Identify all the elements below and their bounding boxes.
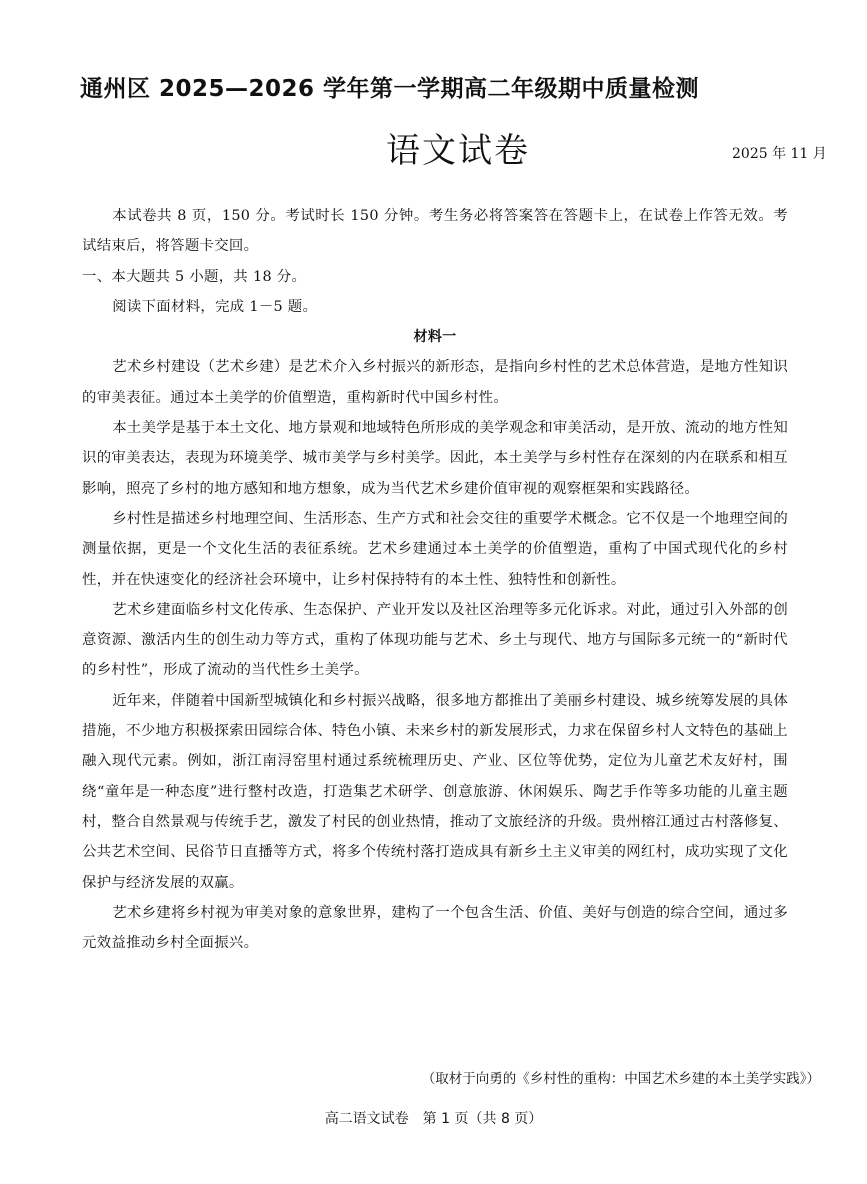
material-paragraph: 艺术乡建将乡村视为审美对象的意象世界，建构了一个包含生活、价值、美好与创造的综合空间，通过多元效益推动乡村全面振兴。 xyxy=(82,904,789,952)
section-heading: 一、本大题共 5 小题，共 18 分。 xyxy=(82,268,307,285)
page-footer: 高二语文试卷 第 1 页（共 8 页） xyxy=(324,1111,543,1127)
exam-title: 通州区 2025—2026 学年第一学期高二年级期中质量检测 xyxy=(80,76,700,102)
material-title: 材料一 xyxy=(413,329,457,346)
material-paragraph: 乡村性是描述乡村地理空间、生活形态、生产方式和社会交往的重要学术概念。它不仅是一个地理空间的测量依据，更是一个文化生活的表征系统。艺术乡建通过本土美学的价值塑造，重构了中国式现代化的乡村性，并在快速变化的经济社会环境中，让乡村保持特有的本土性、独特性和创新性。 xyxy=(82,510,789,588)
material-paragraph: 艺术乡村建设（艺术乡建）是艺术介入乡村振兴的新形态，是指向乡村性的艺术总体营造，是地方性知识的审美表征。通过本土美学的价值塑造，重构新时代中国乡村性。 xyxy=(82,359,789,406)
material-paragraph: 艺术乡建面临乡村文化传承、生态保护、产业开发以及社区治理等多元化诉求。对此，通过引入外部的创意资源、激活内生的创生动力等方式，重构了体现功能与艺术、乡土与现代、地方与国际多元统一的“新时代的乡村性”，形成了流动的当代性乡土美学。 xyxy=(82,601,789,679)
exam-body xyxy=(82,201,788,958)
material-paragraph: 近年来，伴随着中国新型城镇化和乡村振兴战略，很多地方都推出了美丽乡村建设、城乡统筹发展的具体措施，不少地方积极探索田园综合体、特色小镇、未来乡村的新发展形式，力求在保留乡村人文特色的基础上融入现代元素。例如，浙江南浔窑里村通过系统梳理历史、产业、区位等优势，定位为儿童艺术友好村，围绕“童年是一种态度”进行整村改造，打造集艺术研学、创意旅游、休闲娱乐、陶艺手作等多功能的儿童主题村，整合自然景观与传统手艺，激发了村民的创业热情，推动了文旅经济的升级。贵州榕江通过古村落修复、公共艺术空间、民俗节日直播等方式，将多个传统村落打造成具有新乡土主义审美的网红村，成功实现了文化保护与经济发展的双赢。 xyxy=(82,692,789,891)
subject-title: 语文试卷 xyxy=(386,131,530,171)
reading-prompt: 阅读下面材料，完成 1－5 题。 xyxy=(112,298,318,315)
material-source: （取材于向勇的《乡村性的重构：中国艺术乡建的本土美学实践》） xyxy=(421,1071,820,1087)
exam-instructions: 本试卷共 8 页，150 分。考试时长 150 分钟。考生务必将答案答在答题卡上，在试卷上作答无效。考试结束后，将答题卡交回。 xyxy=(82,208,788,255)
material-paragraph: 本土美学是基于本土文化、地方景观和地域特色所形成的美学观念和审美活动，是开放、流动的地方性知识的审美表达，表现为环境美学、城市美学与乡村美学。因此，本土美学与乡村性存在深刻的内在联系和相互影响，照亮了乡村的地方感知和地方想象，成为当代艺术乡建价值审视的观察框架和实践路径。 xyxy=(82,420,789,497)
exam-date: 2025 年 11 月 xyxy=(732,146,827,162)
